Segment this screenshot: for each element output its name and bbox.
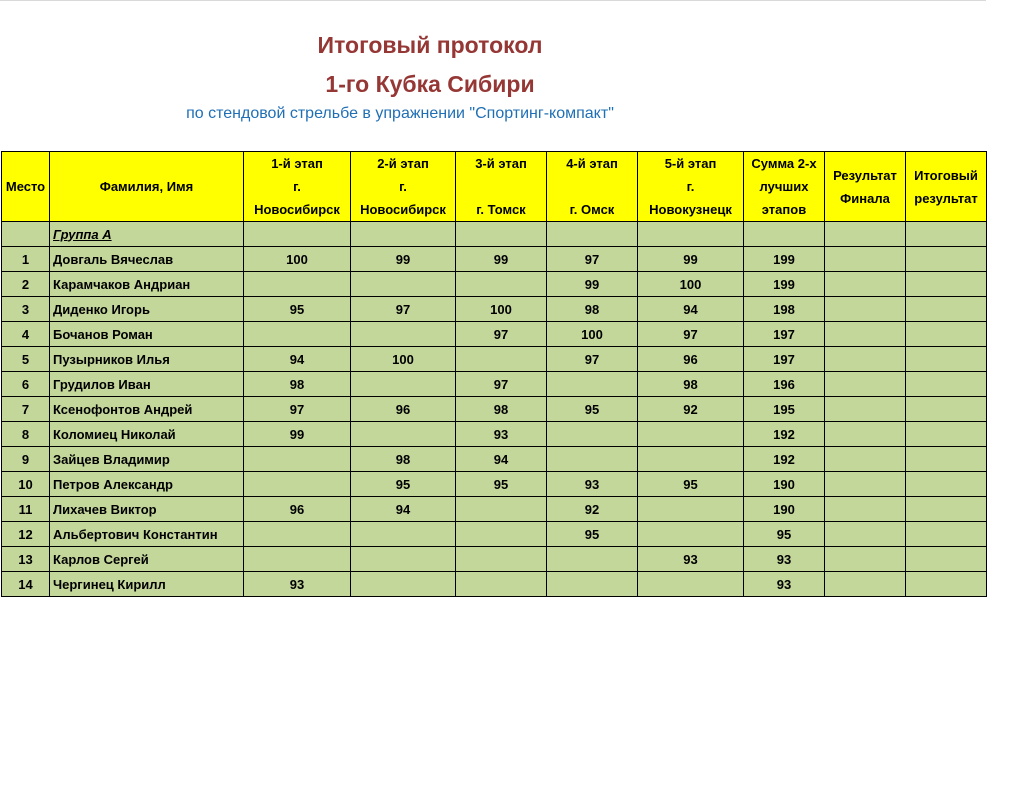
cell-stage4: 97	[547, 247, 638, 272]
cell-name: Диденко Игорь	[50, 297, 244, 322]
cell-stage4: 92	[547, 497, 638, 522]
header-stage2: 2-й этап г. Новосибирск	[351, 152, 456, 222]
cell-final	[825, 572, 906, 597]
cell-place: 13	[2, 547, 50, 572]
cell-stage2: 100	[351, 347, 456, 372]
cell-stage2	[351, 522, 456, 547]
cell-stage4: 95	[547, 522, 638, 547]
cell-name: Чергинец Кирилл	[50, 572, 244, 597]
cell-place: 12	[2, 522, 50, 547]
cell-sum: 198	[744, 297, 825, 322]
cell-stage1: 95	[244, 297, 351, 322]
cell-stage3: 97	[456, 322, 547, 347]
table-row	[2, 372, 987, 397]
cell-stage3: 99	[456, 247, 547, 272]
cell-stage5	[638, 447, 744, 472]
header-total-result: Итоговый результат	[906, 152, 987, 222]
cell-final	[825, 372, 906, 397]
cell-stage2: 96	[351, 397, 456, 422]
sheet-top-gridline	[0, 0, 986, 1]
cell-total	[906, 397, 987, 422]
cell-place: 14	[2, 572, 50, 597]
cell-final	[825, 472, 906, 497]
cell-place: 6	[2, 372, 50, 397]
cell-stage4: 93	[547, 472, 638, 497]
cell-stage3	[456, 347, 547, 372]
cell-stage3: 98	[456, 397, 547, 422]
cell-final	[825, 297, 906, 322]
cell-stage3: 93	[456, 422, 547, 447]
cell-stage4: 95	[547, 397, 638, 422]
cell-stage1: 94	[244, 347, 351, 372]
cell-stage2	[351, 322, 456, 347]
cell-stage2	[351, 422, 456, 447]
table-row	[2, 472, 987, 497]
cell-name: Довгаль Вячеслав	[50, 247, 244, 272]
cell-stage2	[351, 272, 456, 297]
cell-total	[906, 297, 987, 322]
cell-total	[906, 497, 987, 522]
cell-stage2: 99	[351, 247, 456, 272]
cell-stage1: 96	[244, 497, 351, 522]
table-row	[2, 447, 987, 472]
header-stage1: 1-й этап г. Новосибирск	[244, 152, 351, 222]
cell-sum: 93	[744, 547, 825, 572]
cell-stage5: 96	[638, 347, 744, 372]
cell-stage1	[244, 547, 351, 572]
cell-name: Грудилов Иван	[50, 372, 244, 397]
table-row	[2, 272, 987, 297]
cell-stage1: 98	[244, 372, 351, 397]
cell-stage5	[638, 497, 744, 522]
cell-stage4	[547, 547, 638, 572]
cell-stage3: 100	[456, 297, 547, 322]
cell-name: Коломиец Николай	[50, 422, 244, 447]
cell-sum: 93	[744, 572, 825, 597]
cell-final	[825, 397, 906, 422]
cell-place: 9	[2, 447, 50, 472]
cell-final	[825, 547, 906, 572]
table-row	[2, 397, 987, 422]
cell-total	[906, 272, 987, 297]
cell-final	[825, 497, 906, 522]
cell-stage1	[244, 322, 351, 347]
cell-total	[906, 572, 987, 597]
cell-sum: 197	[744, 322, 825, 347]
table-row	[2, 572, 987, 597]
cell-stage2	[351, 372, 456, 397]
cell-stage3	[456, 497, 547, 522]
cell-place: 5	[2, 347, 50, 372]
cell-final	[825, 522, 906, 547]
cell-sum: 190	[744, 472, 825, 497]
cell-final	[825, 322, 906, 347]
cell-stage1	[244, 272, 351, 297]
table-row	[2, 297, 987, 322]
table-row	[2, 422, 987, 447]
cell-stage5: 94	[638, 297, 744, 322]
cell-stage1: 97	[244, 397, 351, 422]
cell-name: Зайцев Владимир	[50, 447, 244, 472]
cell-stage2: 98	[351, 447, 456, 472]
cell-total	[906, 447, 987, 472]
cell-stage2	[351, 572, 456, 597]
cell-sum: 197	[744, 347, 825, 372]
cell-place: 4	[2, 322, 50, 347]
cell-sum: 195	[744, 397, 825, 422]
cell-final	[825, 347, 906, 372]
table-row	[2, 497, 987, 522]
cell-stage4	[547, 372, 638, 397]
cell-stage3: 97	[456, 372, 547, 397]
cell-stage3	[456, 272, 547, 297]
header-final-result: Результат Финала	[825, 152, 906, 222]
table-row	[2, 522, 987, 547]
cell-stage1	[244, 522, 351, 547]
cell-place: 10	[2, 472, 50, 497]
cell-stage1	[244, 447, 351, 472]
cell-name: Карлов Сергей	[50, 547, 244, 572]
cell-name: Альбертович Константин	[50, 522, 244, 547]
cell-final	[825, 247, 906, 272]
results-table	[1, 151, 987, 597]
header-name: Фамилия, Имя	[50, 152, 244, 222]
cell-stage3	[456, 547, 547, 572]
cell-stage5: 92	[638, 397, 744, 422]
cell-stage5: 93	[638, 547, 744, 572]
cell-stage1: 93	[244, 572, 351, 597]
cell-stage5: 97	[638, 322, 744, 347]
cell-stage2: 97	[351, 297, 456, 322]
cell-stage5: 95	[638, 472, 744, 497]
cell-sum: 95	[744, 522, 825, 547]
cell-total	[906, 372, 987, 397]
cell-stage4	[547, 422, 638, 447]
cell-sum: 196	[744, 372, 825, 397]
cell-total	[906, 247, 987, 272]
cell-stage5	[638, 422, 744, 447]
cell-name: Лихачев Виктор	[50, 497, 244, 522]
table-row	[2, 247, 987, 272]
cell-stage5	[638, 522, 744, 547]
cell-sum: 192	[744, 447, 825, 472]
cell-place: 2	[2, 272, 50, 297]
cell-stage4: 99	[547, 272, 638, 297]
cell-stage4	[547, 447, 638, 472]
cell-stage3: 95	[456, 472, 547, 497]
cell-sum: 199	[744, 247, 825, 272]
cell-stage4: 97	[547, 347, 638, 372]
cell-stage3	[456, 522, 547, 547]
cell-stage5: 98	[638, 372, 744, 397]
cell-total	[906, 522, 987, 547]
cell-total	[906, 422, 987, 447]
header-stage5: 5-й этап г. Новокузнецк	[638, 152, 744, 222]
cell-stage4: 100	[547, 322, 638, 347]
cell-name: Карамчаков Андриан	[50, 272, 244, 297]
cell-final	[825, 422, 906, 447]
cell-place: 1	[2, 247, 50, 272]
cell-place: 7	[2, 397, 50, 422]
cell-stage5	[638, 572, 744, 597]
cell-stage1: 100	[244, 247, 351, 272]
table-row	[2, 347, 987, 372]
cell-stage2: 95	[351, 472, 456, 497]
cell-stage3	[456, 572, 547, 597]
cell-name: Пузырников Илья	[50, 347, 244, 372]
cell-sum: 199	[744, 272, 825, 297]
cell-stage4: 98	[547, 297, 638, 322]
group-row	[2, 222, 987, 247]
cell-stage2: 94	[351, 497, 456, 522]
cell-total	[906, 472, 987, 497]
table-row	[2, 322, 987, 347]
cell-stage5: 100	[638, 272, 744, 297]
cell-sum: 190	[744, 497, 825, 522]
document-title: Итоговый протокол	[317, 32, 543, 58]
cell-stage1: 99	[244, 422, 351, 447]
header-stage3: 3-й этап г. Томск	[456, 152, 547, 222]
document-title-cup: 1-го Кубка Сибири	[325, 71, 535, 97]
cell-place: 8	[2, 422, 50, 447]
cell-total	[906, 322, 987, 347]
cell-stage5: 99	[638, 247, 744, 272]
cell-stage4	[547, 572, 638, 597]
cell-place: 3	[2, 297, 50, 322]
cell-stage3: 94	[456, 447, 547, 472]
cell-total	[906, 547, 987, 572]
cell-sum: 192	[744, 422, 825, 447]
cell-name: Ксенофонтов Андрей	[50, 397, 244, 422]
cell-stage1	[244, 472, 351, 497]
header-place: Место	[2, 152, 50, 222]
group-label: Группа А	[53, 226, 112, 242]
header-stage4: 4-й этап г. Омск	[547, 152, 638, 222]
table-row	[2, 547, 987, 572]
cell-place: 11	[2, 497, 50, 522]
cell-stage2	[351, 547, 456, 572]
document-subtitle: по стендовой стрельбе в упражнении "Спортинг-компакт"	[186, 105, 614, 122]
cell-name: Бочанов Роман	[50, 322, 244, 347]
table-header-row	[2, 152, 987, 222]
cell-total	[906, 347, 987, 372]
cell-final	[825, 272, 906, 297]
cell-final	[825, 447, 906, 472]
cell-name: Петров Александр	[50, 472, 244, 497]
header-sum-best-two: Сумма 2-х лучших этапов	[744, 152, 825, 222]
